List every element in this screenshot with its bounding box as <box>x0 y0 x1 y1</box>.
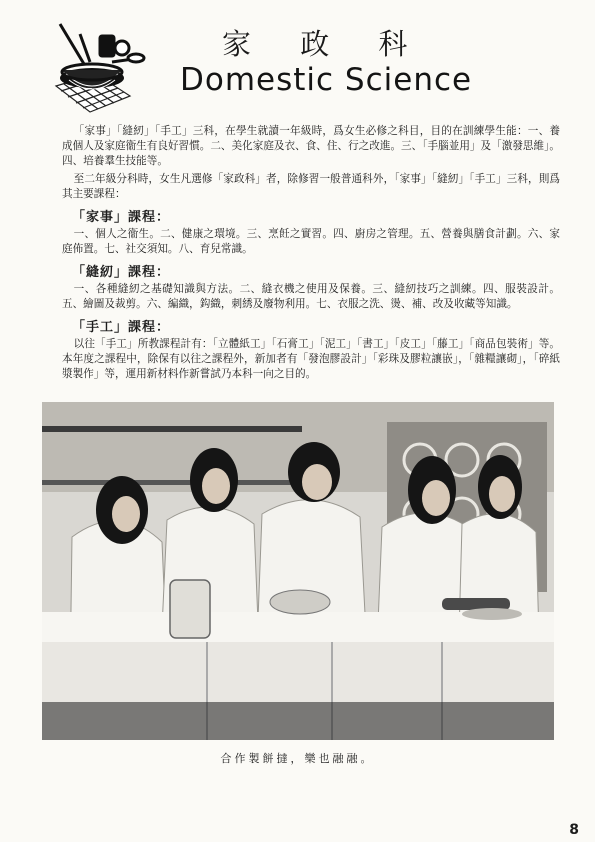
section-text-handicraft: 以往「手工」所教課程計有：「立體紙工」「石膏工」「泥工」「書工」「皮工」「藤工」「商品包裝術」等。本年度之課程中，除保有以往之課程外，新加者有「發泡膠設計」「彩珠及膠粒讓嵌」，「雜糧讓砌」，「碎紙漿製作」等，運用新材料作新嘗試乃本科一向之目的。 <box>62 338 560 380</box>
utensils-icon <box>60 24 144 64</box>
baking-class-photo <box>42 402 554 740</box>
section-heading-handicraft: 「手工」課程： <box>72 320 171 335</box>
page-title-chinese: 家 政 科 <box>222 27 428 61</box>
page-number: 8 <box>569 822 579 838</box>
intro-paragraph-1: 「家事」「縫紉」「手工」三科，在學生就讀一年級時，爲女生必修之科目，目的在訓練學生能：一、養成個人及家庭衞生有良好習慣。二、美化家庭及衣、食、住、行之改進。三、「手腦並用」及「激發思維」。四、培養羣生技能等。 <box>62 125 560 167</box>
photo-caption: 合作製餅撻，樂也融融。 <box>220 752 375 765</box>
article-body <box>62 124 560 385</box>
section-text-sewing: 一、各種縫紉之基礎知識與方法。二、縫衣機之使用及保養。三、縫紉技巧之訓練。四、服裝設計。五、繪圖及裁剪。六、編織，鈎織，刺綉及廢物利用。七、衣服之洗、燙、補、改及收藏等知識。 <box>62 283 560 310</box>
section-heading-sewing: 「縫紉」課程： <box>72 265 171 280</box>
section-text-housework: 一、個人之衞生。二、健康之環境。三、烹飪之實習。四、廚房之管理。五、營養與膳食計劃。六、家庭佈置。七、社交須知。八、育兒常識。 <box>62 228 560 255</box>
intro-paragraph-2: 至二年級分科時，女生凡選修「家政科」者，除修習一般普通科外，「家事」「縫紉」「手工」三科，則爲其主要課程： <box>62 173 560 200</box>
domestic-science-logo <box>50 18 150 118</box>
page-title-english: Domestic Science <box>180 62 473 98</box>
section-heading-housework: 「家事」課程： <box>72 210 171 225</box>
